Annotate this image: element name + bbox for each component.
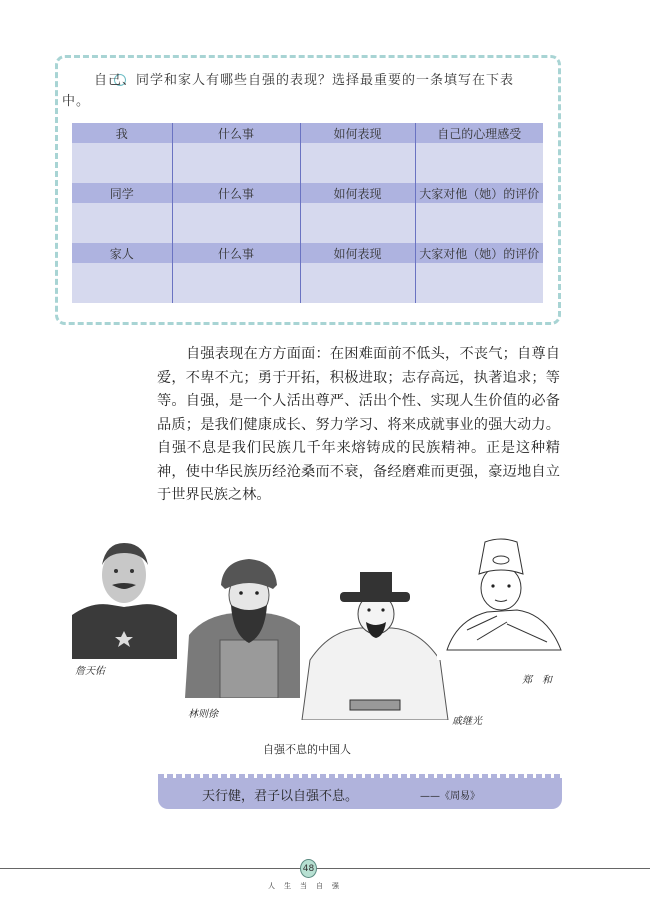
body-paragraph: 自强表现在方方面面：在困难面前不低头，不丧气；自尊自爱，不卑不亢；勇于开拓，积极进取；志存高远，执著追求；等等。自强，是一个人活出尊严、活出个性、实现人生价值的必备品质；是我们健康成长、努力学习、将来成就事业的强大动力。自强不息是我们民族几千年来熔铸成的民族精神。正是这种精神，使中华民族历经沧桑而不衰，备经磨难而更强，豪迈地自立于世界民族之林。 (157, 346, 560, 503)
table-header-cell: 我 (72, 123, 172, 143)
quote-text: 天行健，君子以自强不息。 (202, 789, 359, 804)
table-blank-cell[interactable] (415, 263, 543, 303)
table-header-cell: 自己的心理感受 (415, 123, 543, 143)
table-header-row-classmate (72, 183, 543, 203)
table-header-cell: 大家对他（她）的评价 (415, 183, 543, 203)
table-header-cell: 大家对他（她）的评价 (415, 243, 543, 263)
table-header-row-family (72, 243, 543, 263)
portrait-zheng-he (437, 530, 565, 660)
table-blank-cell[interactable] (415, 203, 543, 243)
portrait-caption: 林则徐 (188, 709, 218, 720)
table-header-cell: 如何表现 (300, 123, 415, 143)
portrait-caption: 戚继光 (452, 716, 482, 727)
figure-caption: 自强不息的中国人 (263, 743, 351, 756)
activity-prompt: 自己、同学和家人有哪些自强的表现？选择最重要的一条填写在下表中。 (62, 73, 515, 109)
table-blank-cell[interactable] (72, 203, 172, 243)
footer-divider (0, 868, 650, 869)
table-header-cell: 什么事 (172, 123, 300, 143)
table-blank-cell[interactable] (300, 143, 415, 183)
table-blank-cell[interactable] (415, 143, 543, 183)
table-header-row-self (72, 123, 543, 143)
table-blank-cell[interactable] (300, 263, 415, 303)
quote-source: ——《周易》 (420, 791, 480, 802)
table-blank-row-self (72, 143, 543, 183)
table-blank-cell[interactable] (172, 203, 300, 243)
portrait-zhan-tianyou (72, 535, 177, 659)
table-blank-cell[interactable] (172, 143, 300, 183)
fill-in-table (72, 123, 543, 303)
table-blank-cell[interactable] (172, 263, 300, 303)
table-header-cell: 什么事 (172, 243, 300, 263)
table-header-cell: 什么事 (172, 183, 300, 203)
portrait-caption: 郑 和 (522, 675, 552, 686)
table-header-cell: 家人 (72, 243, 172, 263)
portrait-qi-jiguang (300, 570, 450, 720)
portrait-caption: 詹天佑 (75, 666, 105, 677)
table-header-cell: 如何表现 (300, 183, 415, 203)
table-blank-cell[interactable] (72, 263, 172, 303)
quote-banner (158, 777, 562, 809)
chapter-title: 人生当自强 (268, 882, 348, 890)
table-blank-row-family (72, 263, 543, 303)
table-blank-cell[interactable] (300, 203, 415, 243)
table-header-cell: 同学 (72, 183, 172, 203)
table-header-cell: 如何表现 (300, 243, 415, 263)
table-blank-cell[interactable] (72, 143, 172, 183)
page-number-badge: 48 (300, 859, 317, 878)
portrait-lin-zexu (185, 555, 313, 698)
table-blank-row-classmate (72, 203, 543, 243)
